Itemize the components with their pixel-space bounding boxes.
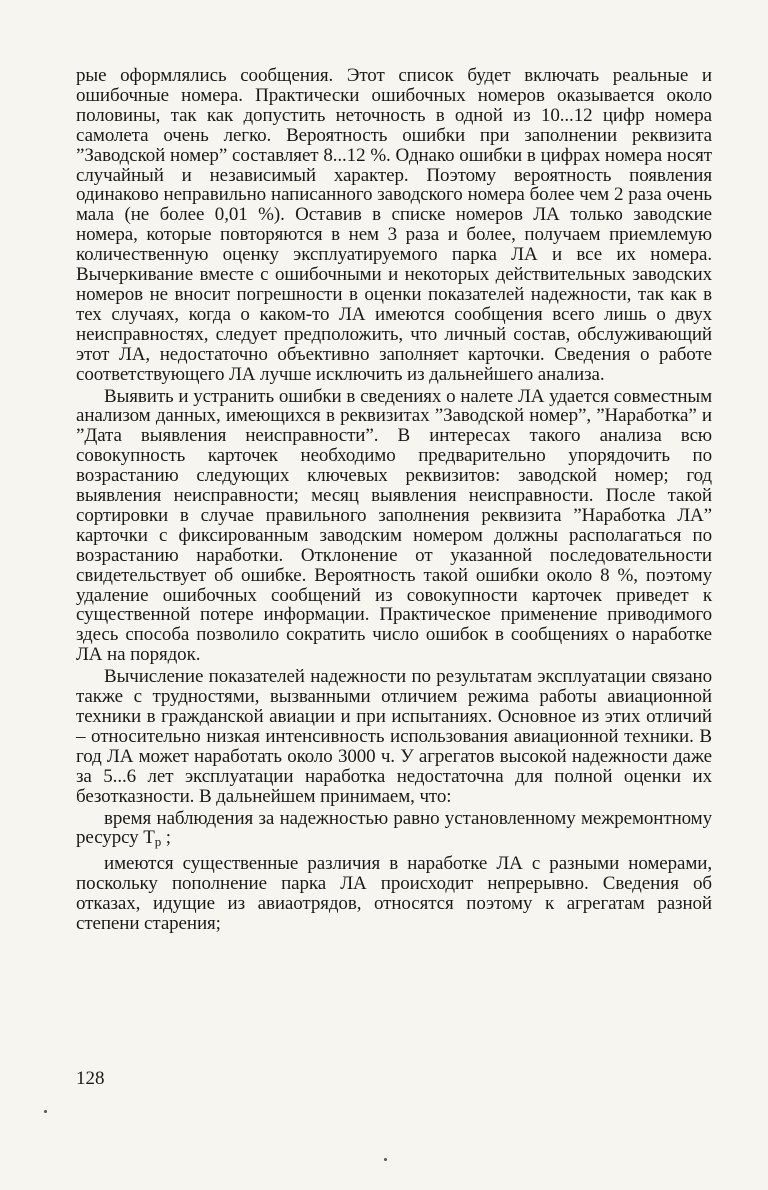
paragraph-continuation: рые оформлялись сообщения. Этот список будет включать реальные и ошибочные номера. Практически ошибочных номеров оказывается около половины, так как допустить неточность в одной из 10...12 цифр номера самолета очень легко. Вероятность ошибки при заполнении реквизита ”Заводской номер” составляет 8...12 %. Однако ошибки в цифрах номера носят случайный и независимый характер. Поэтому вероятность появления одинаково неправильно написанного заводского номера более чем 2 раза очень мала (не более 0,01 %). Оставив в списке номеров ЛА только заводские номера, которые повторяются в нем 3 раза и более, получаем приемлемую количественную оценку эксплуатируемого парка ЛА и все их номера. Вычеркивание вместе с ошибочными и некоторых действительных заводских номеров не вносит погрешности в оценки показателей надежности, так как в тех случаях, когда о каком-то ЛА имеются сообщения всего лишь о двух неисправностях, следует предположить, что личный состав, обслуживающий этот ЛА, недостаточно объективно заполняет карточки. Сведения о работе соответствующего ЛА лучше исключить из дальнейшего анализа. xyxy=(76,65,712,385)
page-number: 128 xyxy=(76,1068,105,1089)
assumption-item-1-tail: ; xyxy=(161,827,171,849)
body-text xyxy=(76,66,712,934)
scan-speck xyxy=(44,1110,47,1113)
paragraph-error-detection: Выявить и устранить ошибки в сведениях о налете ЛА удается совместным анализом данных, имеющихся в реквизитах ”Заводской номер”, ”Наработка” и ”Дата выявления неисправности”. В интересах такого анализа всю совокупность карточек необходимо предварительно упорядочить по возрастанию следующих ключевых реквизитов: заводской номер; год выявления неисправности; месяц выявления неисправности. После такой сортировки в случае правильного заполнения реквизита ”Наработка ЛА” карточки с фиксированным заводским номером должны располагаться по возрастанию наработки. Отклонение от указанной последовательности свидетельствует об ошибке. Вероятность такой ошибки около 8 %, поэтому удаление ошибочных сообщений из совокупности карточек приведет к существенной потере информации. Практическое применение приводимого здесь способа позволило сократить число ошибок в сообщениях о наработке ЛА на порядок. xyxy=(76,385,712,666)
paragraph-reliability-indicators: Вычисление показателей надежности по результатам эксплуатации связано также с трудностями, вызванными отличием режима работы авиационной техники в гражданской авиации и при испытаниях. Основное из этих отличий – относительно низкая интенсивность использования авиационной техники. В год ЛА может наработать около 3000 ч. У агрегатов высокой надежности даже за 5...6 лет эксплуатации наработка недостаточна для полной оценки их безотказности. В дальнейшем принимаем, что: xyxy=(76,666,712,807)
scan-speck xyxy=(384,1158,387,1161)
assumption-item-1 xyxy=(76,809,712,853)
assumption-item-1-text: время наблюдения за надежностью равно установленному межремонтному ресурсу T xyxy=(76,807,712,849)
assumption-item-2: имеются существенные различия в наработке ЛА с разными номерами, поскольку пополнение парка ЛА происходит непрерывно. Сведения об отказах, идущие из авиаотрядов, относятся поэтому к агрегатам разной степени старения; xyxy=(76,853,712,935)
assumption-item-1-subscript: р xyxy=(154,834,162,850)
